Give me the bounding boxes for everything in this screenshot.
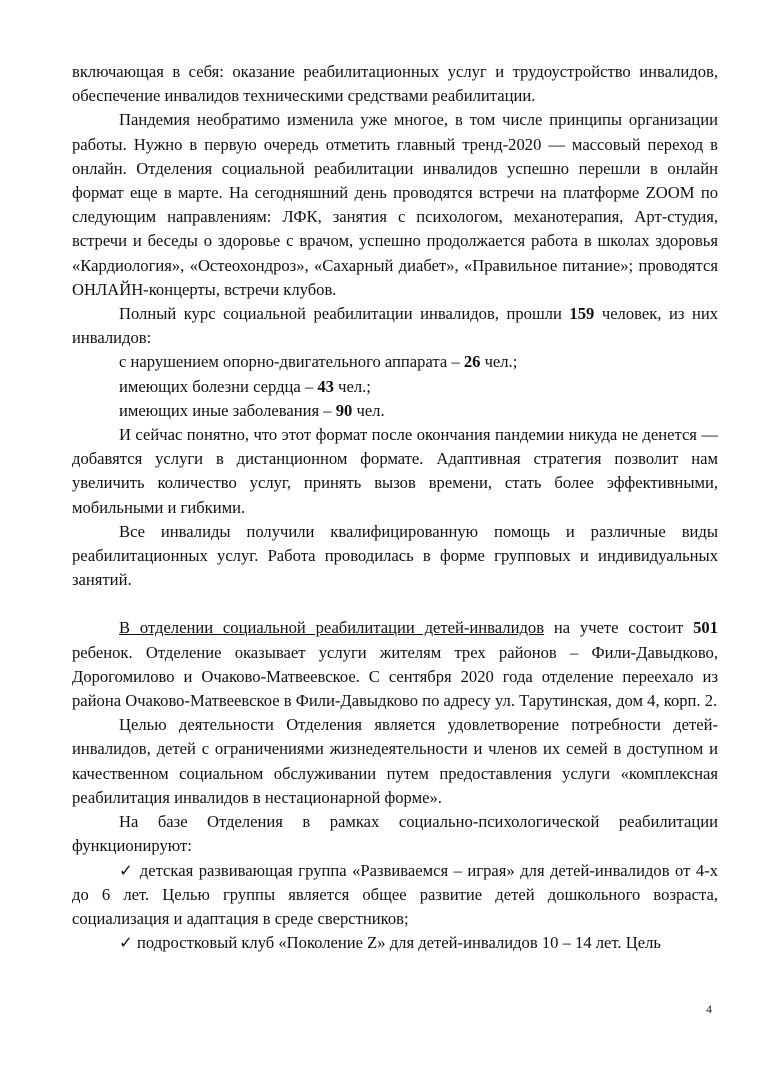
checklist-item-text: подростковый клуб «Поколение Z» для детей-инвалидов 10 – 14 лет. Цель: [132, 933, 661, 953]
paragraph-spacer: [72, 592, 718, 616]
document-page: [72, 60, 718, 955]
list-item-unit: чел.;: [333, 376, 371, 396]
course-text-end: человек, из них инвалидов:: [72, 304, 718, 348]
department-text-end: ребенок. Отделение оказывает услуги жителям трех районов – Фили-Давыдково, Дорогомилово и Очаково-Матвеевское. С сентября 2020 года отделение переехало из района Очаково-Матвеевское в Фили-Давыдково по адресу ул. Тарутинская, дом 4, корп. 2.: [72, 642, 718, 711]
department-text: на учете состоит: [544, 618, 694, 638]
paragraph-services: включающая в себя: оказание реабилитационных услуг и трудоустройство инвалидов, обеспечение инвалидов техническими средствами реабилитации.: [72, 62, 718, 106]
list-item-label: с нарушением опорно-двигательного аппарата –: [119, 352, 464, 372]
paragraph-department-functions: На базе Отделения в рамках социально-психологической реабилитации функционируют:: [72, 812, 718, 856]
list-item-unit: чел.;: [480, 352, 518, 372]
checklist-item-teen-club: [72, 931, 718, 955]
paragraph-course-total: [72, 302, 718, 350]
page-number: 4: [706, 1002, 712, 1016]
list-item-other: [72, 399, 718, 423]
list-item-unit: чел.: [352, 400, 385, 420]
list-item-count: 43: [317, 376, 334, 396]
check-icon: ✓: [119, 933, 133, 953]
checklist-item-development-group: [72, 859, 718, 932]
paragraph-pandemic: Пандемия необратимо изменила уже многое, в том числе принципы организации работы. Нужно в первую очередь отметить главный тренд-2020 — массовый переход в онлайн. Отделения социальной реабилитации инвалидов успешно перешли в онлайн формат еще в марте. На сегодняшний день проводятся встречи на платформе ZOOM по следующим направлениям: ЛФК, занятия с психологом, механотерапия, Арт-студия, встречи и беседы о здоровье с врачом, успешно продолжается работа в школах здоровья «Кардиология», «Остеохондроз», «Сахарный диабет», «Правильное питание»; проводятся ОНЛАЙН-концерты, встречи клубов.: [72, 110, 718, 299]
list-item-heart: [72, 375, 718, 399]
course-text: Полный курс социальной реабилитации инвалидов, прошли: [119, 304, 570, 324]
department-name: В отделении социальной реабилитации детей-инвалидов: [119, 618, 545, 638]
paragraph-department-goal: Целью деятельности Отделения является удовлетворение потребности детей-инвалидов, детей с ограничениями жизнедеятельности и членов их семей в доступном и качественном социальном обслуживании путем предоставления услуги «комплексная реабилитация инвалидов в нестационарной форме».: [72, 715, 718, 807]
list-item-label: имеющих болезни сердца –: [119, 376, 318, 396]
course-count: 159: [569, 304, 595, 324]
list-item-count: 90: [335, 400, 353, 420]
department-count: 501: [693, 618, 718, 638]
checklist-item-text: детская развивающая группа «Развиваемся – играя» для детей-инвалидов от 4-х до 6 лет. Целью группы является общее развитие детей дошкольного возраста, социализация и адаптация в среде сверстников;: [72, 860, 718, 928]
list-item-label: имеющих иные заболевания –: [119, 400, 336, 420]
list-item-count: 26: [463, 352, 481, 372]
list-item-musculoskeletal: [72, 350, 718, 374]
paragraph-remote-format: И сейчас понятно, что этот формат после окончания пандемии никуда не денется — добавятся услуги в дистанционном формате. Адаптивная стратегия позволит нам увеличить количество услуг, принять вызов времени, стать более эффективными, мобильными и гибкими.: [72, 425, 718, 517]
check-icon: ✓: [119, 860, 135, 880]
paragraph-help-provided: Все инвалиды получили квалифицированную помощь и различные виды реабилитационных услуг. Работа проводилась в форме групповых и индивидуальных занятий.: [72, 521, 718, 590]
paragraph-children-department: [72, 616, 718, 713]
